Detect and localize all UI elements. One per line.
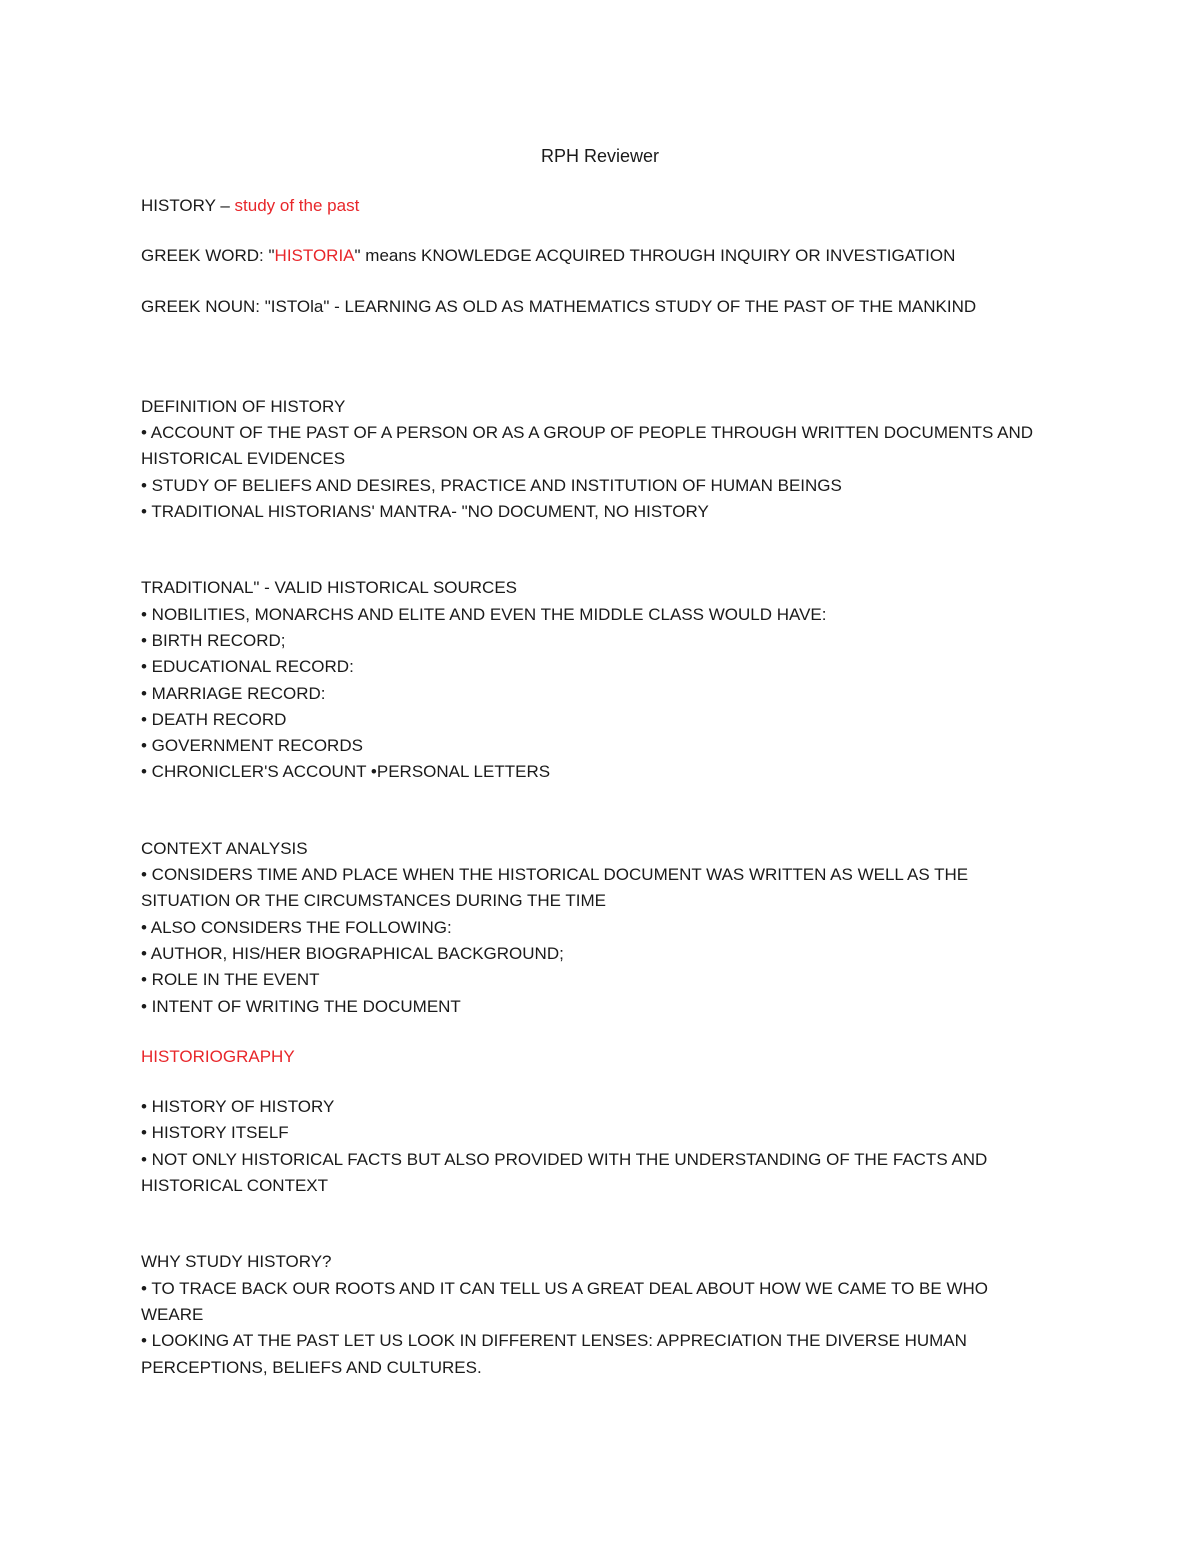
traditional-list [141, 602, 1051, 786]
list-item: • CHRONICLER'S ACCOUNT •PERSONAL LETTERS [141, 762, 551, 782]
why-heading: WHY STUDY HISTORY? [141, 1252, 332, 1272]
greek-word-line [141, 243, 1051, 269]
context-list [141, 862, 1051, 1020]
list-item: • EDUCATIONAL RECORD: [141, 657, 354, 677]
list-item: • TRADITIONAL HISTORIANS' MANTRA- "NO DOCUMENT, NO HISTORY [141, 502, 709, 522]
list-item: • NOBILITIES, MONARCHS AND ELITE AND EVEN THE MIDDLE CLASS WOULD HAVE: [141, 604, 827, 624]
greek-word-prefix: GREEK WORD: " [141, 246, 275, 266]
list-item: • HISTORY OF HISTORY [141, 1097, 335, 1117]
list-item: • STUDY OF BELIEFS AND DESIRES, PRACTICE AND INSTITUTION OF HUMAN BEINGS [141, 475, 842, 495]
list-item: • CONSIDERS TIME AND PLACE WHEN THE HISTORICAL DOCUMENT WAS WRITTEN AS WELL AS THE SITUATION OR THE CIRCUMSTANCES DURING THE TIME [141, 865, 969, 911]
history-definition: study of the past [234, 196, 360, 215]
list-item: • NOT ONLY HISTORICAL FACTS BUT ALSO PROVIDED WITH THE UNDERSTANDING OF THE FACTS AND HISTORICAL CONTEXT [141, 1149, 988, 1196]
list-item: • ROLE IN THE EVENT [141, 970, 320, 990]
list-item: • ACCOUNT OF THE PAST OF A PERSON OR AS A GROUP OF PEOPLE THROUGH WRITTEN DOCUMENTS AND HISTORICAL EVIDENCES [141, 423, 1033, 469]
list-item: • TO TRACE BACK OUR ROOTS AND IT CAN TELL US A GREAT DEAL ABOUT HOW WE CAME TO BE WHO WEARE [141, 1278, 989, 1324]
why-list [141, 1276, 1051, 1381]
list-item: • DEATH RECORD [141, 709, 287, 729]
traditional-heading: TRADITIONAL" - VALID HISTORICAL SOURCES [141, 578, 518, 598]
greek-word-highlight: HISTORIA [274, 246, 355, 266]
list-item: • MARRIAGE RECORD: [141, 683, 326, 703]
greek-word-suffix: " means KNOWLEDGE ACQUIRED THROUGH INQUIRY OR INVESTIGATION [354, 246, 956, 266]
list-item: • HISTORY ITSELF [141, 1123, 289, 1143]
historiography-list [141, 1094, 1051, 1199]
list-item: • BIRTH RECORD; [141, 630, 286, 650]
document-title: RPH Reviewer [540, 146, 660, 166]
list-item: • AUTHOR, HIS/HER BIOGRAPHICAL BACKGROUND; [141, 943, 564, 963]
greek-noun-line: GREEK NOUN: "ISTOla" - LEARNING AS OLD AS MATHEMATICS STUDY OF THE PAST OF THE MANKIND [141, 296, 977, 316]
historiography-heading: HISTORIOGRAPHY [141, 1046, 295, 1066]
definition-heading: DEFINITION OF HISTORY [141, 396, 346, 416]
context-heading: CONTEXT ANALYSIS [141, 838, 308, 858]
history-line [141, 193, 1051, 219]
list-item: • INTENT OF WRITING THE DOCUMENT [141, 996, 461, 1016]
history-term: HISTORY – [141, 196, 235, 215]
document-body [141, 193, 1051, 1381]
list-item: • LOOKING AT THE PAST LET US LOOK IN DIFFERENT LENSES: APPRECIATION THE DIVERSE HUMAN PERCEPTIONS, BELIEFS AND CULTURES. [141, 1331, 967, 1377]
list-item: • ALSO CONSIDERS THE FOLLOWING: [141, 917, 452, 937]
list-item: • GOVERNMENT RECORDS [141, 736, 363, 756]
definition-list [141, 420, 1051, 525]
